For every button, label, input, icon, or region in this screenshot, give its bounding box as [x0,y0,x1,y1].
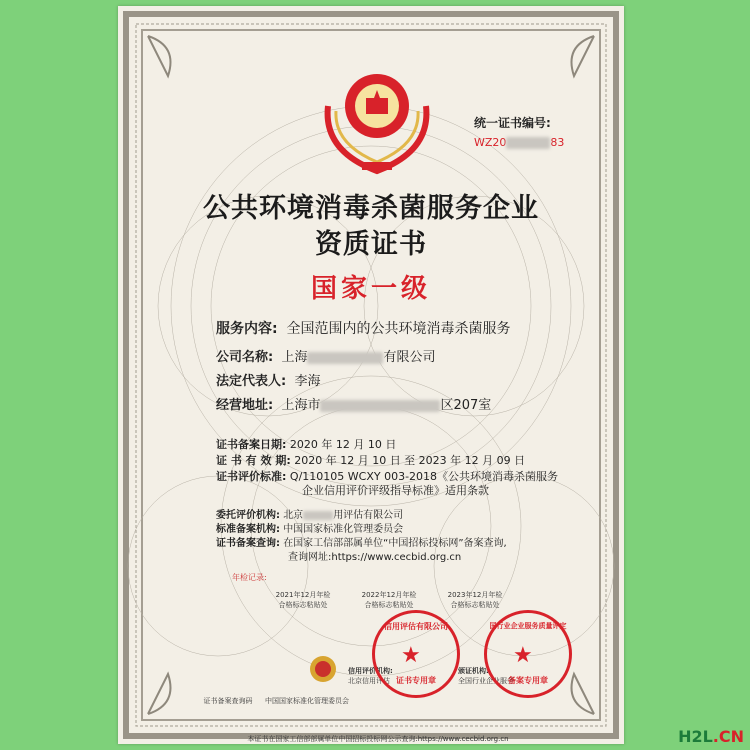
annual-item-1: 2021年12月年检 合格标志粘贴处 [275,591,331,609]
credit-issuer: 信用评价机构: 北京信用评估 [348,667,393,685]
cert-no-label: 统一证书编号: [474,116,551,130]
footer-main: 本证书在国家工信部部属单位中国招标投标网公示查询:https://www.cecbid.org.cn [247,735,509,743]
red-stamp-filing: 国行业企业服务质量评定 ★ 备案专用章 [484,610,572,698]
service-row: 服务内容: 全国范围内的公共环境消毒杀菌服务 [216,321,511,337]
small-emblem-icon [308,654,338,684]
filing-row: 标准备案机构: 中国国家标准化管理委员会 [216,524,404,535]
footer-left-2: 中国国家标准化管理委员会 [265,697,349,705]
rep-row: 法定代表人: 李海 [216,374,321,389]
cert-no-value: WZ20 83 [474,136,565,149]
red-stamp-credit: 信用评估有限公司 ★ 证书专用章 [372,610,460,698]
address-row: 经营地址: 上海市 区207室 [216,398,492,413]
annual-item-2: 2022年12月年检 合格标志粘贴处 [361,591,417,609]
company-row: 公司名称: 上海 有限公司 [216,350,436,365]
issue-org: 颁证机构: 全国行业企业服务 [458,667,514,685]
standard-row: 证书评价标准: Q/110105 WCXY 003-2018《公共环境消毒杀菌服务 [216,470,559,483]
title-line2: 资质证书 [315,229,427,260]
record-date-row: 证书备案日期: 2020 年 12 月 10 日 [216,438,397,451]
annual-item-3: 2023年12月年检 合格标志粘贴处 [447,591,503,609]
agency-row: 委托评价机构: 北京 用评估有限公司 [216,510,404,521]
grade-label: 国家一级 [310,274,431,304]
standard-row-2: 企业信用评价评级指导标准》适用条款 [302,484,489,497]
emblem-icon [318,66,436,176]
annual-label: 年检记录: [232,573,267,582]
certificate-paper [118,6,624,744]
query-url: 查询网址:https://www.cecbid.org.cn [288,552,462,563]
title-line1: 公共环境消毒杀菌服务企业 [203,193,539,224]
valid-row: 证 书 有 效 期: 2020 年 12 月 10 日 至 2023 年 12 月 09 日 [216,454,526,467]
query-row: 证书备案查询: 在国家工信部部属单位“中国招标投标网”备案查询, [216,538,507,549]
footer-left-1: 证书备案查询码 [203,697,253,705]
h2l-watermark: H2L.CN [678,727,744,746]
